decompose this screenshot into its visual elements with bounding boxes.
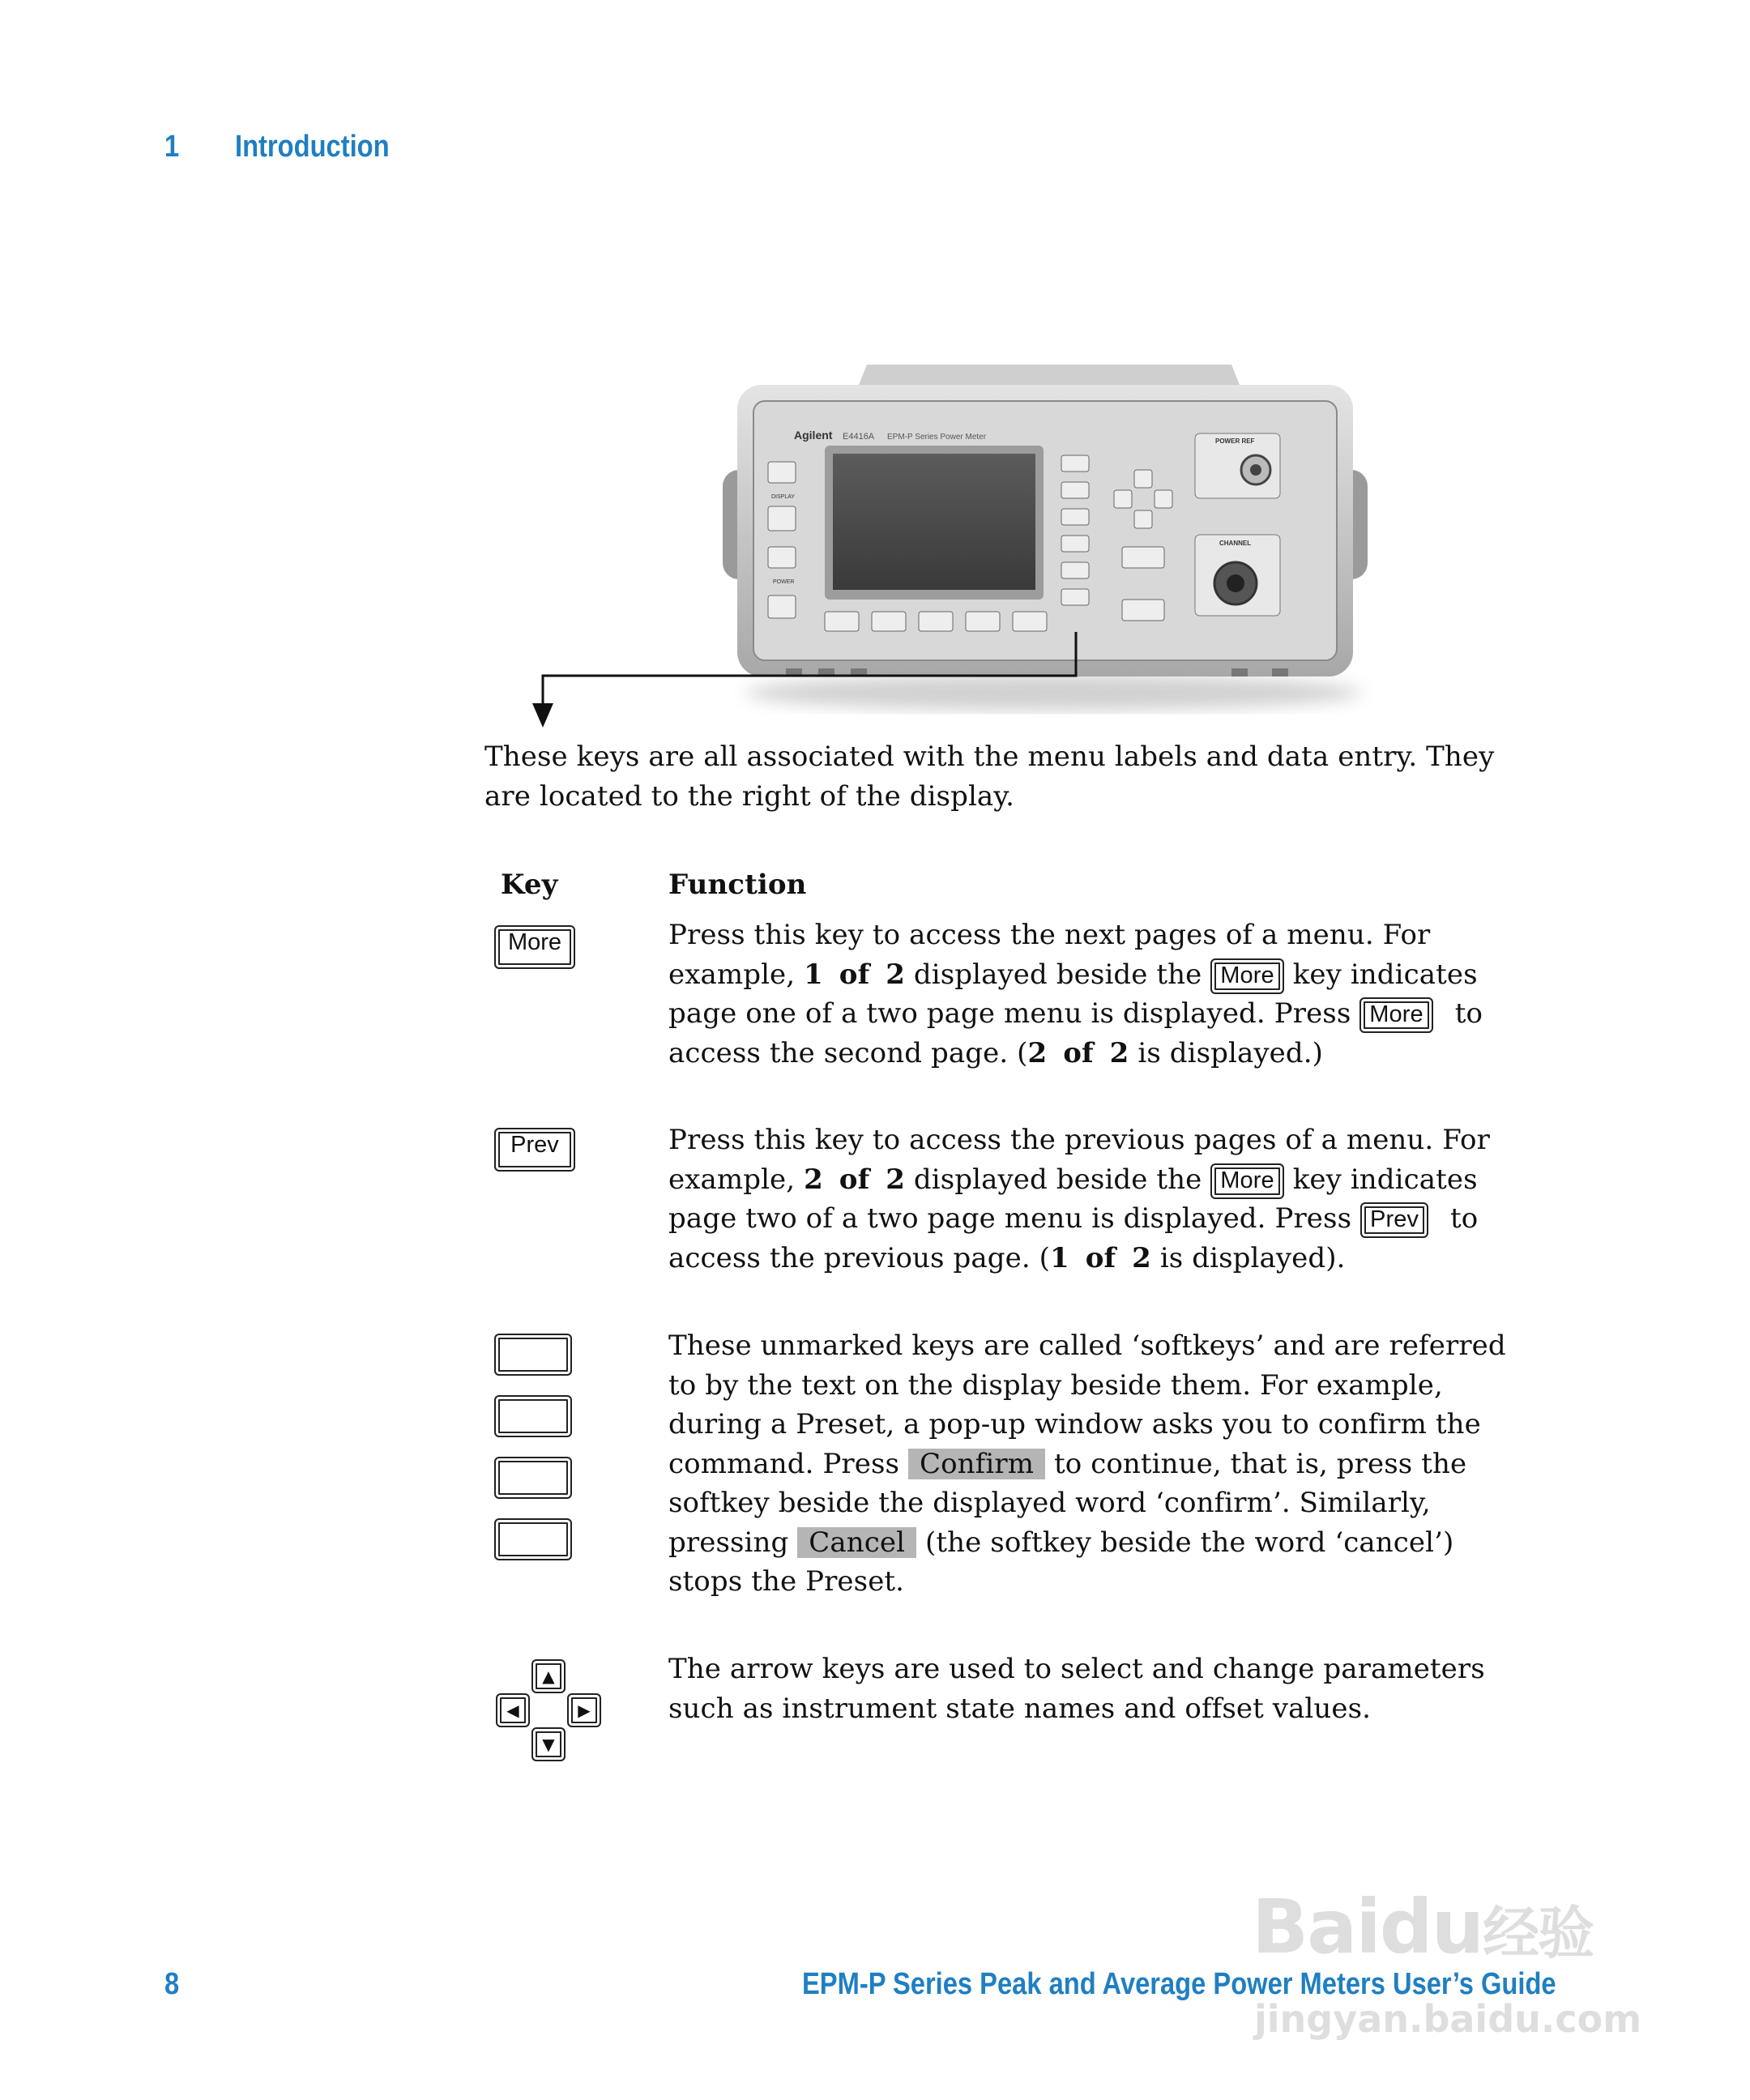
more-line-3: page one of a two page menu is displayed. Press More to (668, 994, 1560, 1034)
arrow-down-key[interactable] (531, 1727, 566, 1761)
intro-line-2: are located to the right of the display. (484, 779, 1015, 813)
softkeys-line-3: during a Preset, a pop-up window asks you to confirm the (668, 1408, 1481, 1441)
prev-key[interactable] (494, 1128, 575, 1172)
watermark-logo: Baidu经验 (1252, 1884, 1594, 1970)
prev-line-3: page two of a two page menu is displayed. Press Prev to (668, 1199, 1560, 1239)
softkeys-description (668, 1326, 1568, 1602)
prev-description (668, 1120, 1560, 1278)
softkeys-line-2: to by the text on the display beside them. For example, (668, 1368, 1443, 1402)
chapter-title: Introduction (235, 130, 390, 164)
col-function-header: Function (668, 869, 807, 901)
cancel-softkey-label: Cancel (797, 1527, 916, 1558)
softkey-2[interactable] (494, 1395, 572, 1437)
channel-label: CHANNEL (1219, 540, 1252, 547)
more-line-4: access the second page. (2 of 2 is displayed.) (668, 1036, 1324, 1069)
prev-inline-key: Prev (1360, 1202, 1428, 1238)
power-ref-label: POWER REF (1215, 438, 1255, 445)
display-label: DISPLAY (771, 494, 796, 500)
softkeys-line-1: These unmarked keys are called ‘softkeys’ and are referred (668, 1330, 1506, 1362)
brand-text: Agilent (794, 429, 833, 442)
model-text: E4416A (843, 432, 875, 442)
softkeys-line-7: stops the Preset. (668, 1565, 905, 1598)
arrow-left-icon: ◀ (506, 1701, 519, 1720)
arrow-up-key[interactable] (531, 1659, 566, 1693)
softkey-1[interactable] (494, 1334, 572, 1376)
prev-line-2: example, 2 of 2 displayed beside the More key indicates (668, 1160, 1560, 1200)
arrows-line-2: such as instrument state names and offset values. (668, 1692, 1372, 1725)
prev-line-4: access the previous page. (1 of 2 is displayed). (668, 1241, 1346, 1274)
arrow-right-key[interactable] (567, 1693, 601, 1727)
chapter-number: 1 (164, 130, 180, 164)
arrow-down-icon: ▼ (542, 1735, 555, 1754)
more-key[interactable] (494, 925, 575, 969)
softkey-4[interactable] (494, 1518, 572, 1560)
arrow-right-icon: ▶ (578, 1701, 591, 1720)
softkeys-line-4: command. Press Confirm to continue, that is, press the (668, 1447, 1467, 1480)
callout-arrow (527, 632, 1094, 745)
series-text: EPM-P Series Power Meter (887, 433, 987, 442)
col-key-header: Key (501, 869, 558, 901)
intro-line-1: These keys are all associated with the menu labels and data entry. They (484, 741, 1495, 773)
arrows-description (668, 1650, 1560, 1728)
power-label: POWER (773, 579, 795, 585)
arrows-line-1: The arrow keys are used to select and change parameters (668, 1653, 1485, 1685)
softkey-3[interactable] (494, 1457, 572, 1499)
more-inline-key-2: More (1359, 997, 1432, 1033)
arrow-left-key[interactable] (496, 1693, 530, 1727)
arrow-up-icon: ▲ (542, 1667, 555, 1686)
prev-inline-more-key: More (1210, 1163, 1283, 1199)
more-inline-key: More (1210, 958, 1283, 994)
more-line-1: Press this key to access the next pages of a menu. For (668, 919, 1431, 951)
footer-doc-title: EPM-P Series Peak and Average Power Meters User’s Guide (802, 1967, 1556, 2001)
prev-line-1: Press this key to access the previous pages of a menu. For (668, 1124, 1490, 1156)
prev-key-label: Prev (510, 1132, 559, 1158)
more-line-2: example, 1 of 2 displayed beside the More key indicates (668, 955, 1560, 995)
softkeys-line-6: pressing Cancel (the softkey beside the word ‘cancel’) (668, 1526, 1454, 1559)
confirm-softkey-label: Confirm (908, 1449, 1045, 1479)
softkeys-line-5: softkey beside the displayed word ‘confirm’. Similarly, (668, 1487, 1431, 1519)
more-description (668, 916, 1560, 1073)
more-key-label: More (507, 929, 562, 955)
page-number: 8 (164, 1967, 180, 2001)
watermark-url: jingyan.baidu.com (1254, 1997, 1642, 2041)
